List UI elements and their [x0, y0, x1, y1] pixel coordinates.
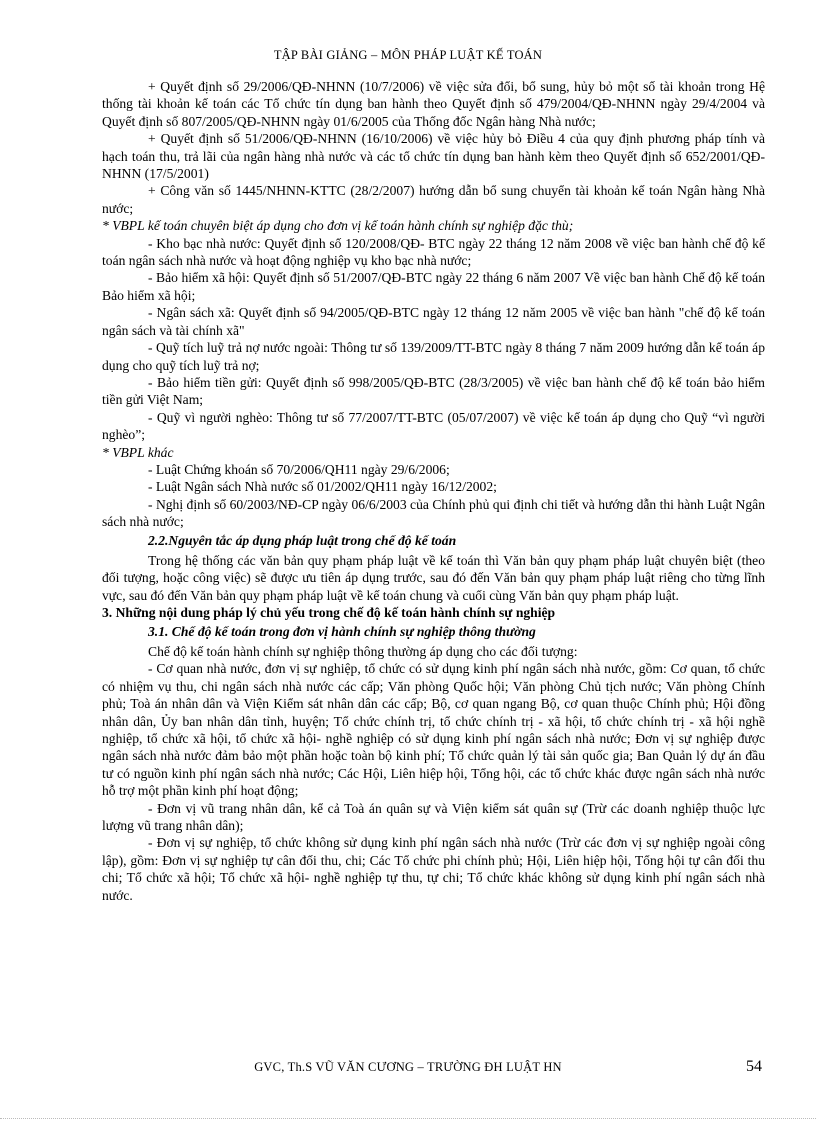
- page-footer: GVC, Th.S VŨ VĂN CƯƠNG – TRƯỜNG ĐH LUẬT HN: [254, 1060, 562, 1074]
- paragraph: - Ngân sách xã: Quyết định số 94/2005/QĐ-BTC ngày 12 tháng 12 năm 2005 về việc ban hành "chế độ kế toán ngân sách và tài chính xã": [102, 305, 765, 338]
- paragraph: - Luật Ngân sách Nhà nước số 01/2002/QH11 ngày 16/12/2002;: [148, 479, 497, 495]
- subsection-heading: 2.2.Nguyên tắc áp dụng pháp luật trong chế độ kế toán: [148, 532, 457, 548]
- paragraph: + Công văn số 1445/NHNN-KTTC (28/2/2007) hướng dẫn bổ sung chuyển tài khoản kế toán Ngân hàng Nhà nước;: [102, 183, 765, 216]
- page-bottom-divider: [0, 1118, 816, 1119]
- section-heading: 3. Những nội dung pháp lý chủ yếu trong chế độ kế toán hành chính sự nghiệp: [102, 605, 556, 621]
- paragraph: Trong hệ thống các văn bản quy phạm pháp luật về kế toán thì Văn bản quy phạm pháp luật chuyên biệt (theo đối tượng, hoặc công việc) sẽ được ưu tiên áp dụng trước, sau đó đến Văn bản quy phạm pháp luật riêng cho từng lĩnh vực, sau đó đến Văn bản quy phạm pháp luật về kế toán chung và cuối cùng Văn bản quy phạm pháp luật.: [102, 552, 765, 603]
- category-heading: * VBPL kế toán chuyên biệt áp dụng cho đơn vị kế toán hành chính sự nghiệp đặc thù;: [102, 218, 574, 234]
- page-number: 54: [746, 1058, 762, 1075]
- paragraph: - Quỹ tích luỹ trả nợ nước ngoài: Thông tư số 139/2009/TT-BTC ngày 8 tháng 7 năm 2009 hướng dẫn kế toán áp dụng cho quỹ tích luỹ trả nợ;: [102, 340, 765, 373]
- paragraph: - Nghị định số 60/2003/NĐ-CP ngày 06/6/2003 của Chính phủ qui định chi tiết và hướng dẫn thi hành Luật Ngân sách nhà nước;: [102, 496, 765, 530]
- paragraph: - Bảo hiểm tiền gửi: Quyết định số 998/2005/QĐ-BTC (28/3/2005) về việc ban hành chế độ kế toán bảo hiểm tiền gửi Việt Nam;: [102, 374, 765, 408]
- paragraph: - Quỹ vì người nghèo: Thông tư số 77/2007/TT-BTC (05/07/2007) về việc kế toán áp dụng cho Quỹ “vì người nghèo”;: [102, 409, 765, 443]
- paragraph: + Quyết định số 29/2006/QĐ-NHNN (10/7/2006) về việc sửa đổi, bổ sung, hủy bỏ một số tài khoản trong Hệ thống tài khoản kế toán các Tổ chức tín dụng ban hành theo Quyết định số 479/2004/QĐ-NHNN ngày 29/4/2004 và Quyết định số 807/2005/QĐ-NHNN ngày 01/6/2005 của Thống đốc Ngân hàng Nhà nước;: [102, 79, 765, 129]
- page-body: [102, 78, 765, 904]
- page-header: TẬP BÀI GIẢNG – MÔN PHÁP LUẬT KẾ TOÁN: [273, 48, 543, 62]
- paragraph: - Cơ quan nhà nước, đơn vị sự nghiệp, tổ chức có sử dụng kinh phí ngân sách nhà nước, gồm: Cơ quan, tổ chức có nhiệm vụ thu, chi ngân sách nhà nước các cấp; Văn phòng Quốc hội; Văn phòng Chủ tịch nước; Văn phòng Chính phủ; Toà án nhân dân và Viện Kiểm sát nhân dân các cấp; Bộ, cơ quan ngang Bộ, cơ quan thuộc Chính phủ; Hội đồng nhân dân, Ủy ban nhân dân tỉnh, huyện; Tổ chức chính trị, tổ chức chính trị - xã hội, tổ chức chính trị - xã hội nghề nghiệp, tổ chức xã hội, tổ chức xã hội- nghề nghiệp có sử dụng kinh phí ngân sách nhà nước; Đơn vị sự nghiệp được ngân sách nhà nước đảm bảo một phần hoặc toàn bộ kinh phí; Tổ chức quản lý tài sản quốc gia; Ban Quản lý dự án đầu tư có nguồn kinh phí ngân sách nhà nước; Các Hội, Liên hiệp hội, Tổng hội, các tổ chức khác được ngân sách nhà nước hỗ trợ một phần kinh phí hoạt động;: [102, 661, 765, 799]
- subsection-heading: 3.1. Chế độ kế toán trong đơn vị hành chính sự nghiệp thông thường: [148, 623, 536, 639]
- category-heading: * VBPL khác: [102, 444, 174, 460]
- paragraph: - Luật Chứng khoán số 70/2006/QH11 ngày 29/6/2006;: [148, 461, 450, 477]
- paragraph: - Kho bạc nhà nước: Quyết định số 120/2008/QĐ- BTC ngày 22 tháng 12 năm 2008 về việc ban hành chế độ kế toán ngân sách nhà nước và hoạt động nghiệp vụ kho bạc nhà nước;: [102, 235, 765, 269]
- paragraph: + Quyết định số 51/2006/QĐ-NHNN (16/10/2006) về việc hủy bỏ Điều 4 của quy định phương pháp tính và hạch toán thu, trả lãi của ngân hàng nhà nước và các tổ chức tín dụng ban hành kèm theo Quyết định số 652/2001/QĐ-NHNN (17/5/2001): [102, 131, 765, 182]
- paragraph: - Bảo hiểm xã hội: Quyết định số 51/2007/QĐ-BTC ngày 22 tháng 6 năm 2007 Về việc ban hành Chế độ kế toán Bảo hiểm xã hội;: [102, 270, 765, 303]
- paragraph: - Đơn vị vũ trang nhân dân, kể cả Toà án quân sự và Viện kiểm sát quân sự (Trừ các doanh nghiệp thuộc lực lượng vũ trang nhân dân);: [102, 800, 765, 834]
- paragraph: Chế độ kế toán hành chính sự nghiệp thông thường áp dụng cho các đối tượng:: [148, 644, 578, 659]
- paragraph: - Đơn vị sự nghiệp, tổ chức không sử dụng kinh phí ngân sách nhà nước (Trừ các đơn vị sự nghiệp ngoài công lập), gồm: Đơn vị sự nghiệp tự cân đối thu, chi; Các Tổ chức phi chính phủ; Hội, Liên hiệp hội, Tổng hội tự cân đối thu chi; Tổ chức xã hội; Tổ chức xã hội- nghề nghiệp tự thu, tự chi; Tổ chức khác không sử dụng kinh phí ngân sách nhà nước.: [102, 835, 765, 903]
